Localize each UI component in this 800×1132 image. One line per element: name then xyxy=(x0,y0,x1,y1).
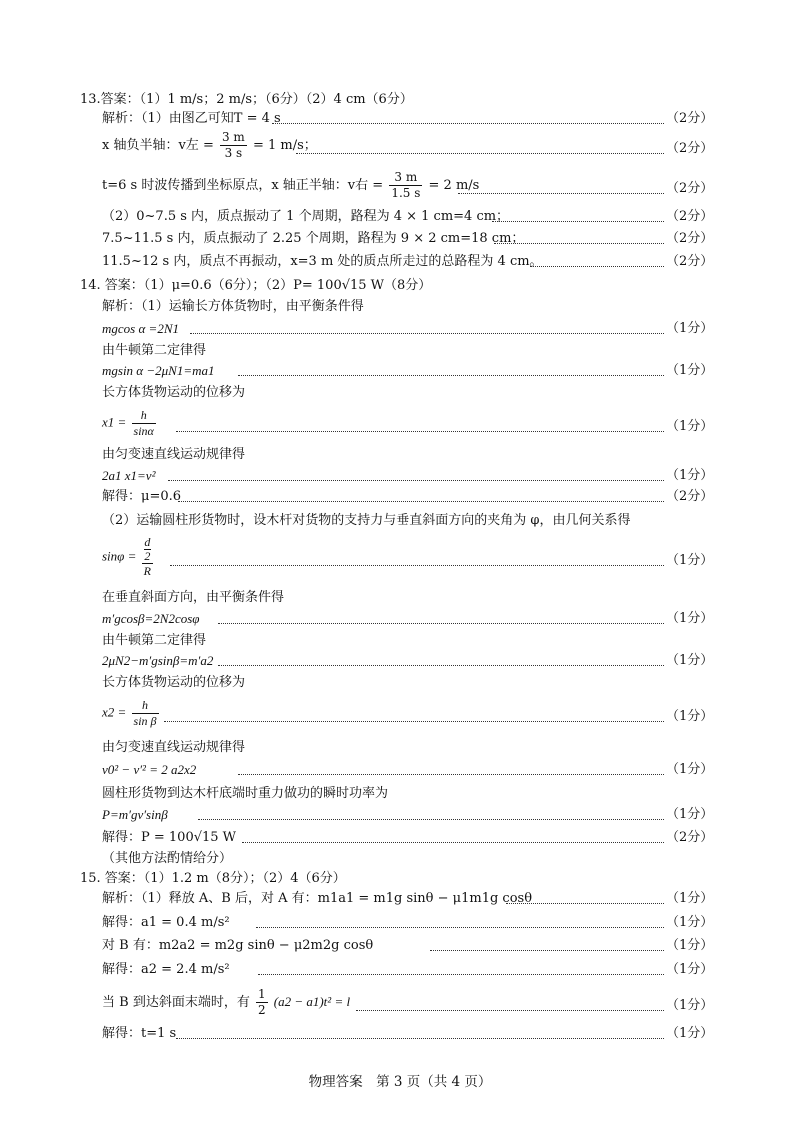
q14-line-15: 2μN2−m′gsinβ=m′a2 （1分） xyxy=(0,650,800,672)
q15-line-1: 解析：（1）释放 A、B 后，对 A 有：m1a1 = m1g sinθ − μ1m1g cosθ （1分） xyxy=(0,888,800,910)
leader-dots xyxy=(170,564,664,566)
q15-line-3: 对 B 有：m2a2 = m2g sinθ − μ2m2g cosθ （1分） xyxy=(0,935,800,957)
leader-dots xyxy=(238,773,664,775)
score: （2分） xyxy=(666,489,714,504)
leader-dots xyxy=(356,1009,664,1011)
score: （1分） xyxy=(666,321,714,336)
score: （1分） xyxy=(666,653,714,668)
q15-line-4: 解得：a2 = 2.4 m/s² （1分） xyxy=(0,959,800,981)
score: （2分） xyxy=(666,111,714,126)
leader-dots xyxy=(272,122,664,124)
leader-dots xyxy=(218,622,664,624)
leader-dots xyxy=(218,664,664,666)
q14-line-14: 由牛顿第二定律得 xyxy=(102,633,207,648)
q14-line-5: 长方体货物运动的位移为 xyxy=(102,385,246,400)
leader-dots xyxy=(492,220,664,222)
score: （1分） xyxy=(666,962,714,977)
score: （2分） xyxy=(666,209,714,224)
q13-line-3: t=6 s 时波传播到坐标原点，x 轴正半轴：v右 = $\frac{3 m}{1.5 s}$ = 2 m/s （2分） xyxy=(102,170,714,200)
score: （1分） xyxy=(666,915,714,930)
fraction: $\frac{h}{\sin\alpha}$ xyxy=(133,408,154,438)
leader-dots xyxy=(176,430,664,432)
score: （1分） xyxy=(666,1026,714,1041)
q13-line-1: 解析：（1）由图乙可知T = 4 s （2分） xyxy=(0,108,800,130)
q14-line-2: mgcos α =2N1 （1分） xyxy=(0,318,800,340)
leader-dots xyxy=(238,374,664,376)
q14-line-4: mgsin α −2μN1=ma1 （1分） xyxy=(0,360,800,382)
leader-dots xyxy=(494,242,664,244)
q13-line-4: （2）0~7.5 s 内，质点振动了 1 个周期，路程为 4 × 1 cm=4 cm； （2分） xyxy=(0,206,800,228)
q14-line-21: P=m′gv′sinβ （1分） xyxy=(0,804,800,826)
leader-dots xyxy=(458,192,664,194)
score: （2分） xyxy=(666,830,714,845)
q15-line-6: 解得：t=1 s （1分） xyxy=(0,1023,800,1045)
leader-dots xyxy=(258,973,664,975)
score: （2分） xyxy=(666,141,714,156)
q13-line-6: 11.5~12 s 内，质点不再振动，x=3 m 处的质点所走过的总路程为 4 cm。 （2分） xyxy=(0,251,800,273)
score: （1分） xyxy=(666,611,714,626)
score: （1分） xyxy=(666,363,714,378)
q14-line-17: x2 = $\frac{h}{\text{sin β}}$ （1分） xyxy=(102,698,714,728)
q14-answer: 14. 答案：（1）μ=0.6（6分）；（2）P= 100√15 W（8分） xyxy=(80,278,432,293)
q13-answer: 13.答案：（1）1 m/s；2 m/s；（6分）（2）4 cm（6分） xyxy=(80,92,413,107)
fraction: $\frac{3 m}{3 s}$ xyxy=(221,130,245,160)
leader-dots xyxy=(506,902,664,904)
fraction: $\frac{1}{2}$ xyxy=(257,987,266,1017)
score: （1分） xyxy=(666,891,714,906)
q14-line-3: 由牛顿第二定律得 xyxy=(102,343,207,358)
q14-line-20: 圆柱形货物到达木杆底端时重力做功的瞬时功率为 xyxy=(102,786,389,801)
q15-line-2: 解得：a1 = 0.4 m/s² （1分） xyxy=(0,912,800,934)
q14-line-23: （其他方法酌情给分） xyxy=(102,851,233,866)
page-footer: 物理答案 第 3 页（共 4 页） xyxy=(308,1074,492,1090)
q13-line-5: 7.5~11.5 s 内，质点振动了 2.25 个周期，路程为 9 × 2 cm=18 cm； （2分） xyxy=(0,228,800,250)
q14-line-12: 在垂直斜面方向，由平衡条件得 xyxy=(102,590,285,605)
fraction: $\frac{3 m}{1.5 s}$ xyxy=(391,170,421,200)
fraction: d 2 R xyxy=(143,535,151,578)
q14-line-19: v0² − v′² = 2 a2x2 （1分） xyxy=(0,759,800,781)
q14-line-1: 解析：（1）运输长方体货物时，由平衡条件得 xyxy=(102,299,364,314)
score: （1分） xyxy=(666,762,714,777)
leader-dots xyxy=(296,152,664,154)
leader-dots xyxy=(176,1037,664,1039)
score: （1分） xyxy=(666,807,714,822)
score: （2分） xyxy=(666,254,714,269)
leader-dots xyxy=(190,332,664,334)
q14-line-22: 解得：P = 100√15 W （2分） xyxy=(0,827,800,849)
q14-line-13: m′gcosβ=2N2cosφ （1分） xyxy=(0,608,800,630)
q13-line-2: x 轴负半轴：v左 = $\frac{3 m}{3 s}$ = 1 m/s； （2分） xyxy=(102,130,714,160)
q14-line-11: sinφ = d 2 R （1分） xyxy=(102,535,714,578)
score: （1分） xyxy=(666,938,714,953)
fraction: $\frac{h}{\text{sin β}}$ xyxy=(133,698,157,728)
q15-answer: 15. 答案：（1）1.2 m（8分）；（2）4（6分） xyxy=(80,871,346,886)
q14-line-8: 2a1 x1=v² （1分） xyxy=(0,465,800,487)
score: （1分） xyxy=(666,998,714,1013)
q14-line-10: （2）运输圆柱形货物时，设木杆对货物的支持力与垂直斜面方向的夹角为 φ，由几何关系得 xyxy=(102,513,631,528)
leader-dots xyxy=(256,926,664,928)
q14-line-9: 解得：μ=0.6 （2分） xyxy=(0,486,800,508)
q14-line-7: 由匀变速直线运动规律得 xyxy=(102,447,246,462)
score: （1分） xyxy=(666,419,714,434)
q15-line-5: 当 B 到达斜面末端时，有 $\frac{1}{2}$ (a2 − a1)t² = l （1分） xyxy=(102,987,714,1017)
leader-dots xyxy=(198,818,664,820)
q14-line-16: 长方体货物运动的位移为 xyxy=(102,675,246,690)
leader-dots xyxy=(530,265,664,267)
leader-dots xyxy=(164,720,664,722)
score: （2分） xyxy=(666,231,714,246)
leader-dots xyxy=(178,500,664,502)
score: （1分） xyxy=(666,468,714,483)
score: （1分） xyxy=(666,553,714,568)
leader-dots xyxy=(168,479,664,481)
q14-line-18: 由匀变速直线运动规律得 xyxy=(102,740,246,755)
q14-answer-line xyxy=(0,275,800,297)
score: （1分） xyxy=(666,709,714,724)
leader-dots xyxy=(242,841,664,843)
q15-answer-line xyxy=(0,868,800,890)
leader-dots xyxy=(430,949,664,951)
q14-line-6: x1 = $\frac{h}{\sin\alpha}$ （1分） xyxy=(102,408,714,438)
score: （2分） xyxy=(666,181,714,196)
